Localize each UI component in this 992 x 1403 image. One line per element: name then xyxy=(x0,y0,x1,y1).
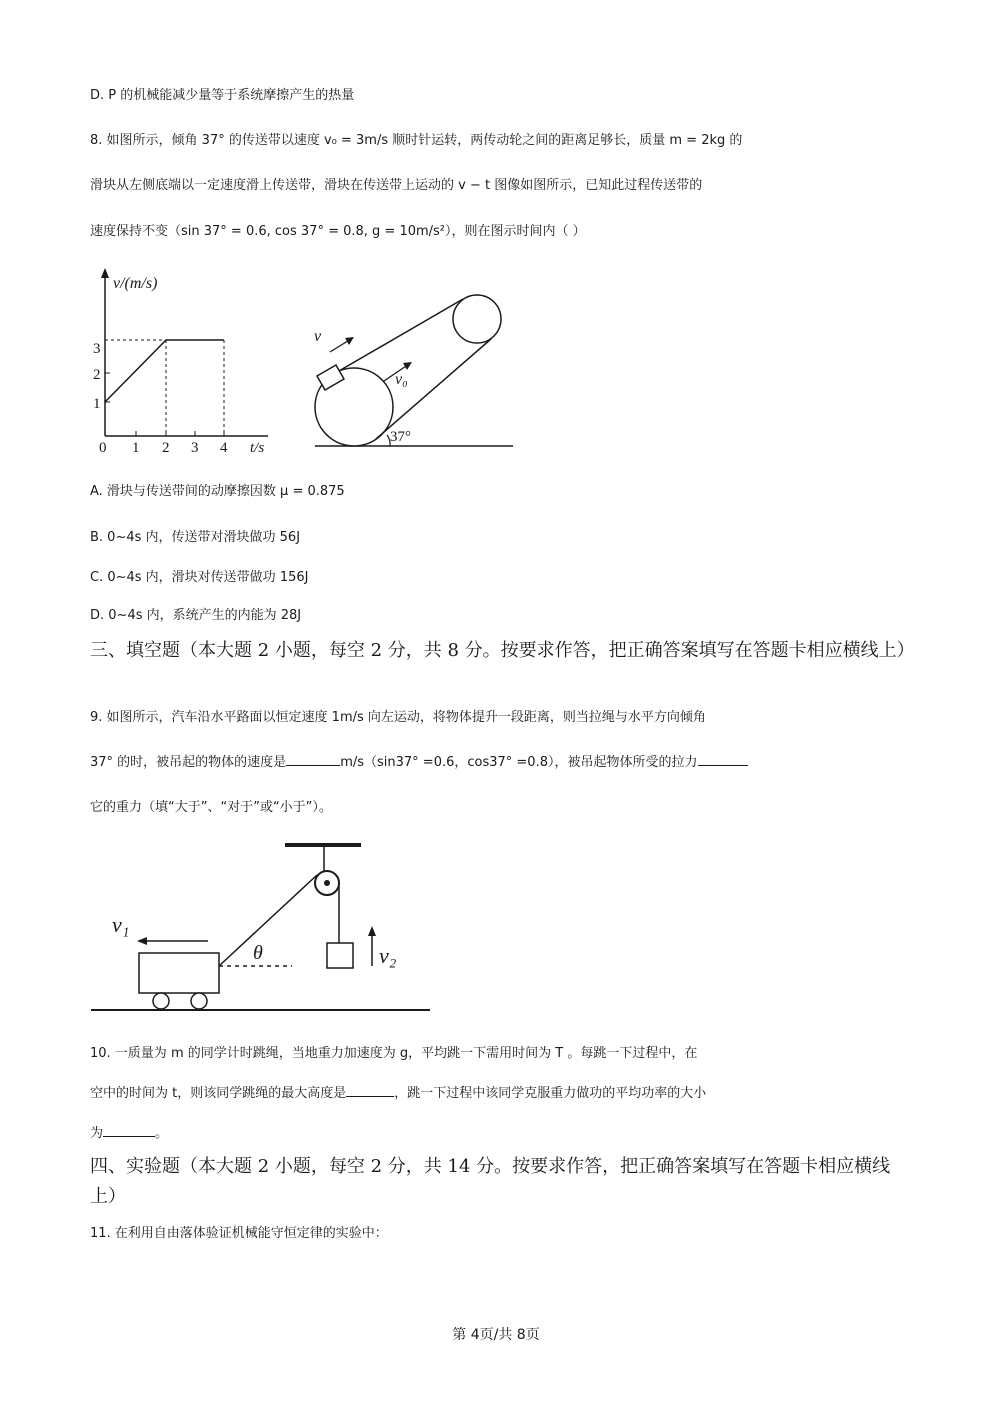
v1-label: v₁ xyxy=(112,912,130,937)
vt-xtick-2: 2 xyxy=(162,440,170,456)
q10-stem-line1: 10. 一质量为 m 的同学计时跳绳，当地重力加速度为 g，平均跳一下需用时间为 T 。每跳一下过程中，在 xyxy=(90,1046,698,1061)
cart-wheel-right xyxy=(191,993,207,1009)
vt-origin: 0 xyxy=(99,440,107,456)
hanging-block xyxy=(327,943,353,968)
vt-ytick-1: 1 xyxy=(93,396,101,412)
q10-line2-part1: 空中的时间为 t，则该同学跳绳的最大高度是 xyxy=(90,1086,347,1101)
pulley-cart-figure xyxy=(88,838,438,1018)
vt-ylabel: v/(m/s) xyxy=(113,275,158,292)
q7-option-d: D. P 的机械能减少量等于系统摩擦产生的热量 xyxy=(90,88,355,103)
vt-xtick-4: 4 xyxy=(220,440,228,456)
q8-option-a: A. 滑块与传送带间的动摩擦因数 μ = 0.875 xyxy=(90,484,345,499)
q9-blank-speed[interactable] xyxy=(286,765,340,766)
v2-label: v₂ xyxy=(379,943,397,968)
q9-stem-line2 xyxy=(90,753,748,773)
q10-stem-line2 xyxy=(90,1084,706,1104)
q10-blank-height[interactable] xyxy=(346,1096,394,1097)
q9-blank-tension[interactable] xyxy=(698,765,748,766)
vt-y-arrow xyxy=(101,268,109,278)
q8-option-b: B. 0~4s 内，传送带对滑块做功 56J xyxy=(90,530,301,545)
q11-stem-line1: 11. 在利用自由落体验证机械能守恒定律的实验中： xyxy=(90,1226,388,1241)
q10-line2-part2: ，跳一下过程中该同学克服重力做功的平均功率的大小 xyxy=(394,1086,707,1101)
belt-top xyxy=(332,299,463,375)
q9-stem-line1: 9. 如图所示，汽车沿水平路面以恒定速度 1m/s 向左运动，将物体提升一段距离，则当拉绳与水平方向倾角 xyxy=(90,710,706,725)
q9-stem-line3: 它的重力（填“大于”、“对于”或“小于”）。 xyxy=(90,800,332,815)
q10-line3-part2: 。 xyxy=(155,1126,169,1141)
cart-wheel-left xyxy=(153,993,169,1009)
v-label: v xyxy=(314,328,322,345)
q8-stem-line2: 滑块从左侧底端以一定速度滑上传送带，滑块在传送带上运动的 v − t 图像如图所示，已知此过程传送带的 xyxy=(90,178,703,193)
q9-line2-part2: m/s（sin37° =0.6，cos37° =0.8），被吊起物体所受的拉力 xyxy=(340,755,698,770)
vt-ytick-2: 2 xyxy=(93,367,101,383)
q8-stem-line1: 8. 如图所示，倾角 37° 的传送带以速度 v₀ = 3m/s 顺时针运转，两传动轮之间的距离足够长，质量 m = 2kg 的 xyxy=(90,133,743,148)
section3-heading: 三、填空题（本大题 2 小题，每空 2 分，共 8 分。按要求作答，把正确答案填写在答题卡相应横线上） xyxy=(90,640,915,661)
vt-ytick-3: 3 xyxy=(93,341,101,357)
q8-option-d: D. 0~4s 内，系统产生的内能为 28J xyxy=(90,608,302,623)
q9-line2-part1: 37° 的时，被吊起的物体的速度是 xyxy=(90,755,287,770)
vt-xtick-3: 3 xyxy=(191,440,199,456)
v0-label: v₀ xyxy=(395,371,408,388)
vt-graph xyxy=(86,262,286,462)
q8-stem-line3: 速度保持不变（sin 37° = 0.6, cos 37° = 0.8, g = 10m/s²），则在图示时间内（ ） xyxy=(90,224,586,239)
belt-bottom xyxy=(376,339,491,439)
section4-heading: 四、实验题（本大题 2 小题，每空 2 分，共 14 分。按要求作答，把正确答案填写在答题卡相应横线上） xyxy=(90,1156,891,1207)
vt-xtick-1: 1 xyxy=(132,440,140,456)
page-footer: 第 4页/共 8页 xyxy=(452,1327,540,1343)
q10-blank-power[interactable] xyxy=(103,1136,155,1137)
rope-to-cart xyxy=(219,875,317,966)
theta-label: θ xyxy=(253,942,263,964)
cart-body xyxy=(139,953,219,993)
q10-line3-part1: 为 xyxy=(90,1126,104,1141)
q10-stem-line3 xyxy=(90,1124,168,1144)
angle-label: 37° xyxy=(390,429,411,445)
conveyor-figure xyxy=(300,278,520,458)
q8-option-c: C. 0~4s 内，滑块对传送带做功 156J xyxy=(90,570,309,585)
upper-pulley xyxy=(453,295,501,343)
vt-xlabel: t/s xyxy=(250,440,265,456)
vt-curve xyxy=(105,340,224,402)
